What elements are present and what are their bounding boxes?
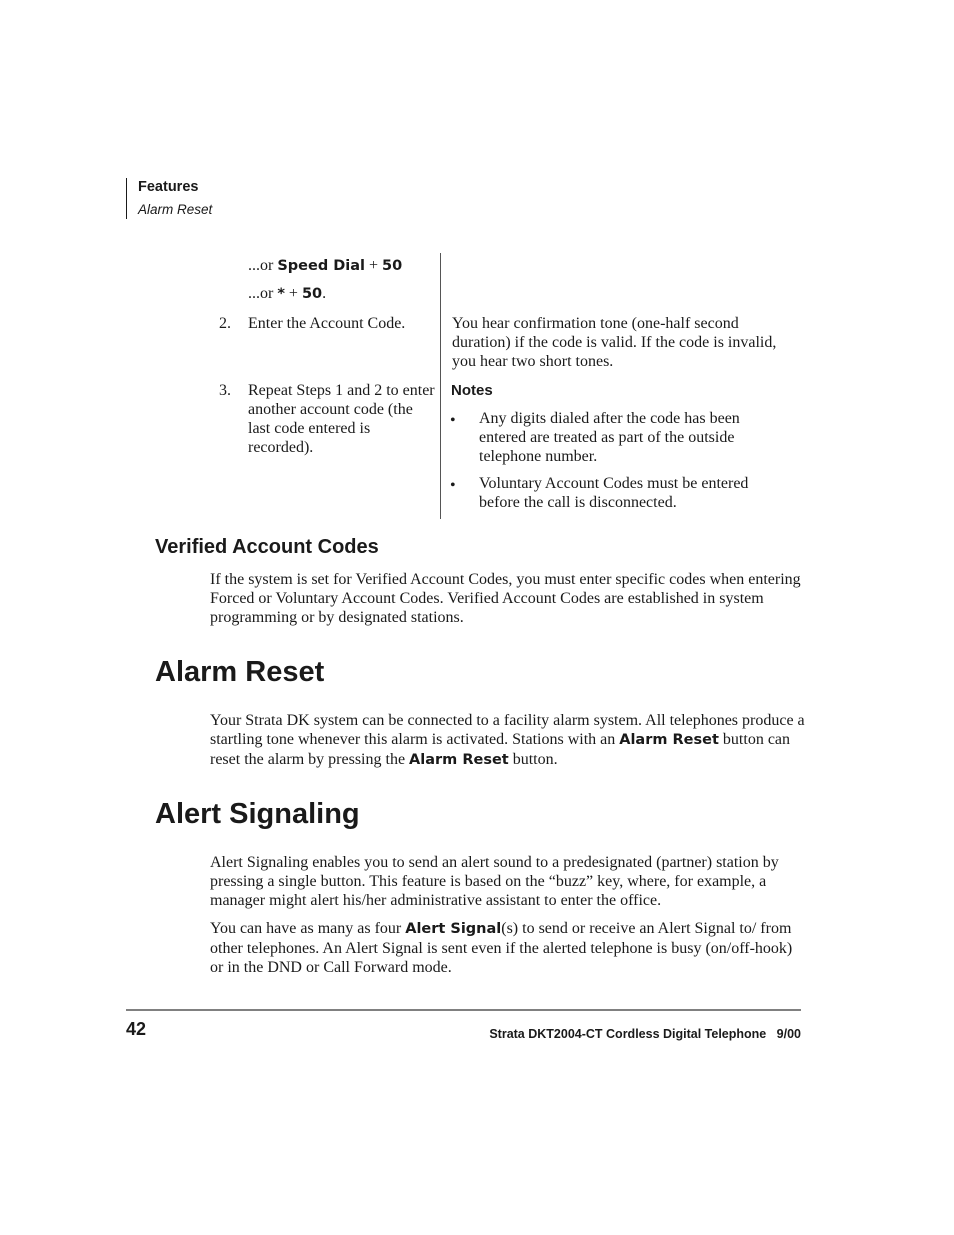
column-divider bbox=[440, 253, 441, 519]
alarm-reset-body: Your Strata DK system can be connected to a facility alarm system. All telephones produce a startling tone whenever this alarm is activated. Stations with an Alarm Reset button can reset the alarm by pressing the Alarm Reset button. bbox=[210, 712, 805, 768]
step-result: You hear confirmation tone (one-half second duration) if the code is valid. If the code is invalid, you hear two short tones. bbox=[452, 315, 777, 370]
step-action: Enter the Account Code. bbox=[248, 315, 406, 332]
step-action: Repeat Steps 1 and 2 to enter another account code (the last code entered is recorded). bbox=[248, 382, 435, 456]
step-number: 2. bbox=[219, 315, 231, 332]
bullet-icon: • bbox=[450, 477, 456, 494]
page-number: 42 bbox=[126, 1019, 147, 1039]
alert-signaling-para1: Alert Signaling enables you to send an alert sound to a predesignated (partner) station by pressing a single button. This feature is based on the “buzz” key, where, for example, a manager might alert his/her administrative assistant to enter the office. bbox=[210, 854, 779, 909]
speed-dial-key: Speed Dial bbox=[277, 258, 366, 274]
alarm-reset-key: Alarm Reset bbox=[619, 732, 719, 748]
verified-body: If the system is set for Verified Account Codes, you must enter specific codes when entering Forced or Voluntary Account Codes. Verified Account Codes are established in system programming or by designated stations. bbox=[210, 571, 801, 626]
alert-signal-key: Alert Signal bbox=[405, 921, 502, 937]
note-item: Voluntary Account Codes must be entered before the call is disconnected. bbox=[479, 475, 749, 511]
code-key: 50 bbox=[301, 286, 323, 302]
alert-signaling-para2: You can have as many as four Alert Signal(s) to send or receive an Alert Signal to/ from other telephones. An Alert Signal is sent even if the alerted telephone is busy (on/off-hook) or in the DND or Call Forward mode. bbox=[210, 920, 793, 976]
footer-doc-title: Strata DKT2004-CT Cordless Digital Telephone 9/00 bbox=[489, 1027, 801, 1041]
step-alt-speed-dial: ...or Speed Dial + 50 bbox=[248, 257, 403, 274]
section-heading-verified: Verified Account Codes bbox=[155, 536, 379, 558]
step-alt-star: ...or * + 50. bbox=[248, 285, 327, 302]
header-section: Features bbox=[138, 179, 199, 195]
code-key: 50 bbox=[382, 258, 403, 274]
footer-rule bbox=[126, 1009, 801, 1011]
bullet-icon: • bbox=[450, 412, 456, 429]
notes-title: Notes bbox=[451, 382, 493, 399]
page-heading-alarm-reset: Alarm Reset bbox=[155, 656, 325, 688]
header-rule bbox=[126, 178, 127, 219]
note-item: Any digits dialed after the code has been entered are treated as part of the outside telephone number. bbox=[479, 410, 740, 465]
star-key: * bbox=[277, 286, 285, 302]
header-subsection: Alarm Reset bbox=[138, 202, 213, 217]
step-number: 3. bbox=[219, 382, 231, 399]
page-heading-alert-signaling: Alert Signaling bbox=[155, 798, 360, 830]
alarm-reset-key: Alarm Reset bbox=[409, 752, 509, 768]
